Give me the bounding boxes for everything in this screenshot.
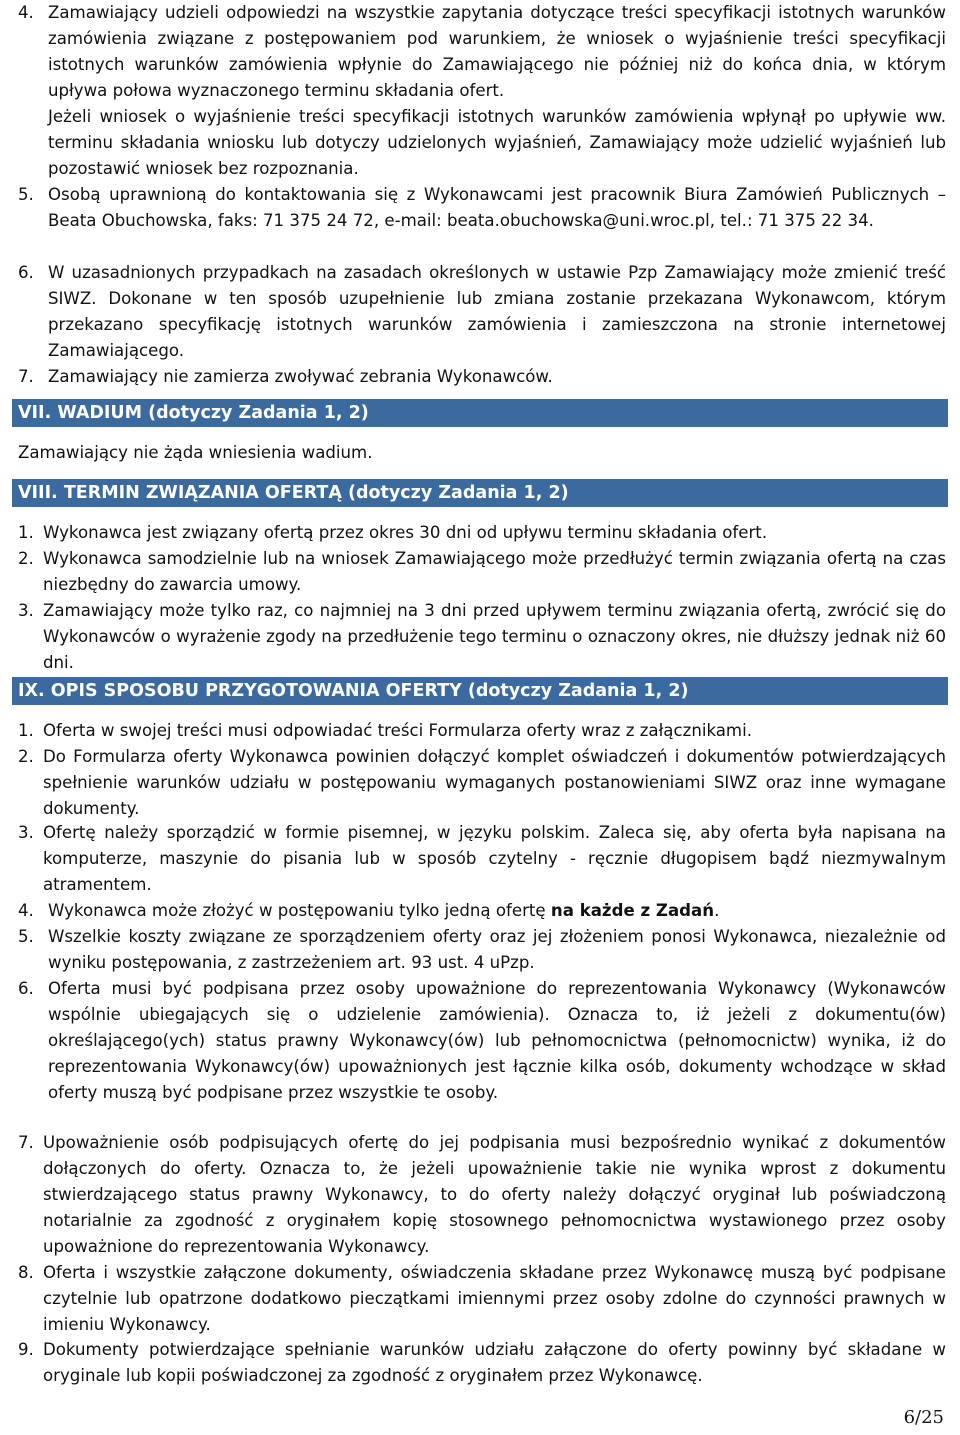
item-number: 4. [18, 901, 34, 920]
item-number: 1. [18, 721, 34, 740]
list-item [18, 260, 946, 364]
list-item [18, 364, 946, 390]
section-number: IX. [18, 681, 45, 701]
item-text: Zamawiający może tylko raz, co najmniej na 3 dni przed upływem terminu związania ofertą, zwrócić się do Wykonawców o wyrażenie zgody na przedłużenie tego terminu o oznaczony okres, nie dłuższy jednak niż 60 dni. [43, 601, 946, 672]
item-text: Zamawiający udzieli odpowiedzi na wszystkie zapytania dotyczące treści specyfikacji istotnych warunków zamówienia związane z postępowaniem pod warunkiem, że wniosek o wyjaśnienie treści specyfikacji istotnych warunków zamówienia wpłynie do Zamawiającego nie później niż do końca dnia, w którym upływa połowa wyznaczonego terminu składania ofert. [48, 3, 946, 100]
item-number: 6. [18, 263, 34, 282]
item-number: 7. [18, 367, 34, 386]
list-item [18, 976, 946, 1106]
item-text: Dokumenty potwierdzające spełnianie warunków udziału załączone do oferty powinny być składane w oryginale lub kopii poświadczonej za zgodność z oryginałem przez Wykonawcę. [43, 1340, 946, 1385]
item-text: Upoważnienie osób podpisujących ofertę do jej podpisania musi bezpośrednio wynikać z dokumentów dołączonych do oferty. Oznacza to, że jeżeli upoważnienie takie nie wynika wprost z dokumentu stwierdzającego status prawny Wykonawcy, to do oferty należy dołączyć oryginał lub poświadczoną notarialnie za zgodność z oryginałem kopię stosownego pełnomocnictwa wystawionego przez osoby upoważnione do reprezentowania Wykonawcy. [43, 1133, 946, 1256]
item-number: 6. [18, 979, 34, 998]
list-item [18, 718, 946, 744]
list-item [18, 0, 946, 104]
section-heading-wadium [12, 399, 948, 427]
section-title: OPIS SPOSOBU PRZYGOTOWANIA OFERTY (dotyczy Zadania 1, 2) [50, 681, 689, 701]
section-title: TERMIN ZWIĄZANIA OFERTĄ (dotyczy Zadania 1, 2) [63, 483, 569, 503]
item-number: 5. [18, 185, 34, 204]
item-text: Do Formularza oferty Wykonawca powinien dołączyć komplet oświadczeń i dokumentów potwierdzających spełnienie warunków udziału w postępowaniu wymaganych postanowieniami SIWZ oraz inne wymagane dokumenty. [43, 747, 946, 818]
item-text: W uzasadnionych przypadkach na zasadach określonych w ustawie Pzp Zamawiający może zmienić treść SIWZ. Dokonane w ten sposób uzupełnienie lub zmiana zostanie przekazana Wykonawcom, którym przekazano specyfikację istotnych warunków zamówienia i zamieszczona na stronie internetowej Zamawiającego. [48, 263, 946, 360]
page-number: 6/25 [903, 1407, 944, 1428]
list-item [18, 898, 946, 924]
item-text-part: Wykonawca może złożyć w postępowaniu tylko jedną ofertę [48, 901, 551, 920]
item-number: 3. [18, 823, 34, 842]
list-item [18, 924, 946, 976]
list-item [18, 182, 946, 234]
item-number: 9. [18, 1340, 34, 1359]
item-text: Oferta musi być podpisana przez osoby upoważnione do reprezentowania Wykonawcy (Wykonawców wspólnie ubiegających się o udzielenie zamówienia). Oznacza to, iż jeżeli z dokumentu(ów) określającego(ych) status prawny Wykonawcy(ów) lub pełnomocnictwa (pełnomocnictw) wynika, iż do reprezentowania Wykonawcy(ów) upoważnionych jest łącznie kilka osób, dokumenty wchodzące w skład oferty muszą być podpisane przez wszystkie te osoby. [48, 979, 946, 1102]
list-item [18, 598, 946, 676]
item-text: Oferta i wszystkie załączone dokumenty, oświadczenia składane przez Wykonawcę muszą być podpisane czytelnie lub opatrzone dodatkowo pieczątkami imiennymi przez osoby zdolne do czynności prawnych w imieniu Wykonawcy. [43, 1263, 946, 1334]
item-number: 5. [18, 927, 34, 946]
item-number: 4. [18, 3, 34, 22]
item-number: 2. [18, 549, 34, 568]
item-text-tail: . [714, 901, 720, 920]
item-text-bold: na każde z Zadań [550, 901, 715, 920]
item-text: Ofertę należy sporządzić w formie pisemnej, w języku polskim. Zaleca się, aby oferta była napisana na komputerze, maszynie do pisania lub w sposób czytelny - ręcznie długopisem bądź niezmywalnym atramentem. [43, 823, 946, 894]
item-text: Wykonawca samodzielnie lub na wniosek Zamawiającego może przedłużyć termin związania ofertą na czas niezbędny do zawarcia umowy. [43, 549, 946, 594]
item-number: 7. [18, 1133, 34, 1152]
item-text: Wszelkie koszty związane ze sporządzeniem oferty oraz jej złożeniem ponosi Wykonawca, niezależnie od wyniku postępowania, z zastrzeżeniem art. 93 ust. 4 uPzp. [48, 927, 946, 972]
list-item [18, 546, 946, 598]
item-text: Zamawiający nie zamierza zwoływać zebrania Wykonawców. [48, 367, 553, 386]
section-title: WADIUM (dotyczy Zadania 1, 2) [57, 403, 369, 423]
list-item [18, 1130, 946, 1260]
item-text: Oferta w swojej treści musi odpowiadać treści Formularza oferty wraz z załącznikami. [43, 721, 752, 740]
item-number: 8. [18, 1263, 34, 1282]
section-heading-termin [12, 479, 948, 507]
section-number: VII. [18, 403, 52, 423]
item-continuation: Jeżeli wniosek o wyjaśnienie treści specyfikacji istotnych warunków zamówienia wpłynął po upływie ww. terminu składania wniosku lub dotyczy udzielonych wyjaśnień, Zamawiający może udzielić wyjaśnień lub pozostawić wniosek bez rozpoznania. [48, 107, 946, 178]
item-text: Wykonawca jest związany ofertą przez okres 30 dni od upływu terminu składania ofert. [43, 523, 768, 542]
list-item [18, 520, 946, 546]
item-text: Osobą uprawnioną do kontaktowania się z Wykonawcami jest pracownik Biura Zamówień Publicznych – Beata Obuchowska, faks: 71 375 24 72, e-mail: beata.obuchowska@uni.wroc.pl, tel.: 71 375 22 34. [48, 185, 946, 230]
list-item [18, 820, 946, 898]
list-item [18, 1260, 946, 1338]
list-item [18, 1337, 946, 1389]
section-number: VIII. [18, 483, 58, 503]
list-item [18, 744, 946, 822]
item-text [48, 898, 946, 924]
item-number: 2. [18, 747, 34, 766]
section-text: Zamawiający nie żąda wniesienia wadium. [18, 443, 373, 462]
item-number: 3. [18, 601, 34, 620]
section-heading-opis [12, 677, 948, 705]
item-number: 1. [18, 523, 34, 542]
